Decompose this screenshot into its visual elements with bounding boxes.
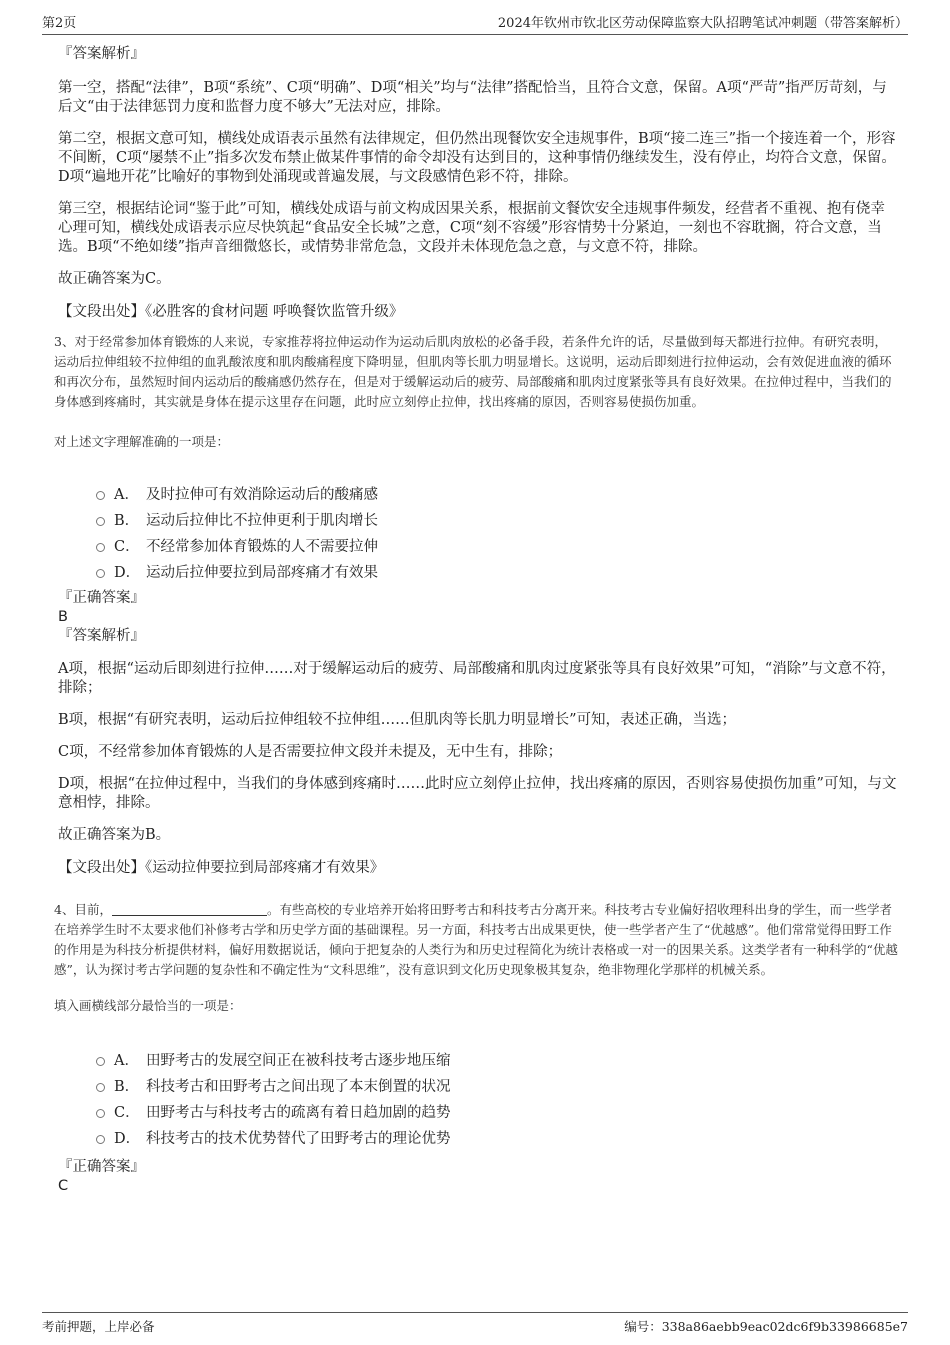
- q3-analysis-label: 『答案解析』: [58, 628, 145, 644]
- q3-option-c[interactable]: C． 不经常参加体育锻炼的人不需要拉伸: [96, 532, 378, 558]
- radio-icon[interactable]: [96, 1057, 105, 1066]
- radio-icon[interactable]: [96, 543, 105, 552]
- q4-option-a[interactable]: A． 田野考古的发展空间正在被科技考古逐步地压缩: [96, 1046, 451, 1072]
- page-number: 第2页: [42, 16, 77, 31]
- q3-prompt: 对上述文字理解准确的一项是：: [54, 434, 230, 449]
- q4-option-d[interactable]: D． 科技考古的技术优势替代了田野考古的理论优势: [96, 1124, 451, 1150]
- q4-answer: [58, 1157, 898, 1195]
- q3-source: 【文段出处】《运动拉伸要拉到局部疼痛才有效果》: [58, 860, 385, 876]
- document-id: 编号：338a86aebb9eac02dc6f9b33986685e7: [624, 1319, 908, 1334]
- q3-analysis-b: B项，根据“有研究表明，运动后拉伸组较不拉伸组……但肌肉等长肌力明显增长”可知，表述正确，当选；: [58, 712, 736, 728]
- radio-icon[interactable]: [96, 517, 105, 526]
- q4-question: [54, 900, 898, 1014]
- q4-correct-label: 『正确答案』: [58, 1159, 145, 1175]
- document-title: 2024年钦州市钦北区劳动保障监察大队招聘笔试冲刺题（带答案解析）: [497, 16, 908, 31]
- q3-correct-answer: B: [58, 609, 68, 625]
- q3-analysis-c: C项，不经常参加体育锻炼的人是否需要拉伸文段并未提及，无中生有，排除；: [58, 744, 563, 760]
- q4-option-c[interactable]: C． 田野考古与科技考古的疏离有着日趋加剧的趋势: [96, 1098, 451, 1124]
- answer-blank: [112, 901, 267, 916]
- q4-text: 4、目前， 。有些高校的专业培养开始将田野考古和科技考古分离开来。科技考古专业偏好招收理科出身的学生，而一些学者在培养学生时不太要求他们补修考古学和历史学方面的基础课程。另一方面，科技考古出成果更快，使一些学者产生了“优越感”。他们常常觉得田野工作的作用是为科技分析提供材料，偏好用数据说话，倾向于把复杂的人类行为和历史过程简化为统计表格或一对一的因果关系。这类学者有一种科学的“优越感”，认为探讨考古学问题的复杂性和不确定性为“文科思维”，没有意识到文化历史现象极其复杂，绝非物理化学那样的机械关系。: [54, 902, 898, 977]
- q4-correct-answer: C: [58, 1178, 69, 1194]
- radio-icon[interactable]: [96, 1109, 105, 1118]
- q4-options: [96, 1046, 451, 1150]
- q2-analysis-para1: 第一空，搭配“法律”，B项“系统”、C项“明确”、D项“相关”均与“法律”搭配恰当，且符合文意，保留。A项“严苛”指严厉苛刻，与后文“由于法律惩罚力度和监督力度不够大”无法对应，排除。: [58, 80, 887, 115]
- q2-analysis-para2: 第二空，根据文意可知，横线处成语表示虽然有法律规定，但仍然出现餐饮安全违规事件，B项“接二连三”指一个接连着一个，形容不间断，C项“屡禁不止”指多次发布禁止做某件事情的命令却没有达到目的，这种事情仍继续发生，没有停止，均符合文意，保留。D项“遍地开花”比喻好的事物到处涌现或普遍发展，与文段感情色彩不符，排除。: [58, 131, 896, 185]
- q3-answer: [58, 588, 898, 878]
- q3-text: 3、对于经常参加体育锻炼的人来说，专家推荐将拉伸运动作为运动后肌肉放松的必备手段，若条件允许的话，尽量做到每天都进行拉伸。有研究表明，运动后拉伸组较不拉伸组的血乳酸浓度和肌肉酸痛程度下降明显，但肌肉等长肌力明显增长。这说明，运动后即刻进行拉伸运动，会有效促进血液的循环和再次分布，虽然短时间内运动后的酸痛感仍然存在，但是对于缓解运动后的疲劳、局部酸痛和肌肉过度紧张等具有良好效果。在拉伸过程中，当我们的身体感到疼痛时，其实就是身体在提示这里存在问题，此时应立刻停止拉伸，找出疼痛的原因，否则容易使损伤加重。: [54, 334, 892, 409]
- q3-option-a[interactable]: A． 及时拉伸可有效消除运动后的酸痛感: [96, 480, 378, 506]
- radio-icon[interactable]: [96, 1083, 105, 1092]
- radio-icon[interactable]: [96, 569, 105, 578]
- q3-correct-label: 『正确答案』: [58, 590, 145, 606]
- page-header: [42, 12, 908, 35]
- q4-prompt: 填入画横线部分最恰当的一项是：: [54, 998, 242, 1013]
- q3-conclusion: 故正确答案为B。: [58, 827, 171, 843]
- q3-question: [54, 332, 898, 450]
- q3-options: [96, 480, 378, 584]
- q2-analysis: [58, 44, 898, 322]
- q3-analysis-a: A项，根据“运动后即刻进行拉伸……对于缓解运动后的疲劳、局部酸痛和肌肉过度紧张等具有良好效果”可知，“消除”与文意不符，排除；: [58, 661, 896, 696]
- q3-option-b[interactable]: B． 运动后拉伸比不拉伸更利于肌肉增长: [96, 506, 378, 532]
- q3-option-d[interactable]: D． 运动后拉伸要拉到局部疼痛才有效果: [96, 558, 378, 584]
- q2-analysis-para3: 第三空，根据结论词“鉴于此”可知，横线处成语与前文构成因果关系，根据前文餐饮安全违规事件频发，经营者不重视、抱有侥幸心理可知，横线处成语表示应尽快筑起“食品安全长城”之意，C项“刻不容缓”形容情势十分紧迫，一刻也不容耽搁，符合文意，当选。B项“不绝如缕”指声音细微悠长，或情势非常危急，文段并未体现危急之意，与文意不符，排除。: [58, 201, 885, 255]
- radio-icon[interactable]: [96, 491, 105, 500]
- page-footer: [42, 1312, 908, 1335]
- footer-slogan: 考前押题，上岸必备: [42, 1319, 155, 1334]
- q2-conclusion: 故正确答案为C。: [58, 271, 171, 287]
- radio-icon[interactable]: [96, 1135, 105, 1144]
- q2-analysis-label: 『答案解析』: [58, 46, 145, 62]
- q2-source: 【文段出处】《必胜客的食材问题 呼唤餐饮监管升级》: [58, 304, 404, 320]
- q3-analysis-d: D项，根据“在拉伸过程中，当我们的身体感到疼痛时……此时应立刻停止拉伸，找出疼痛的原因，否则容易使损伤加重”可知，与文意相悖，排除。: [58, 776, 897, 811]
- q4-option-b[interactable]: B． 科技考古和田野考古之间出现了本末倒置的状况: [96, 1072, 451, 1098]
